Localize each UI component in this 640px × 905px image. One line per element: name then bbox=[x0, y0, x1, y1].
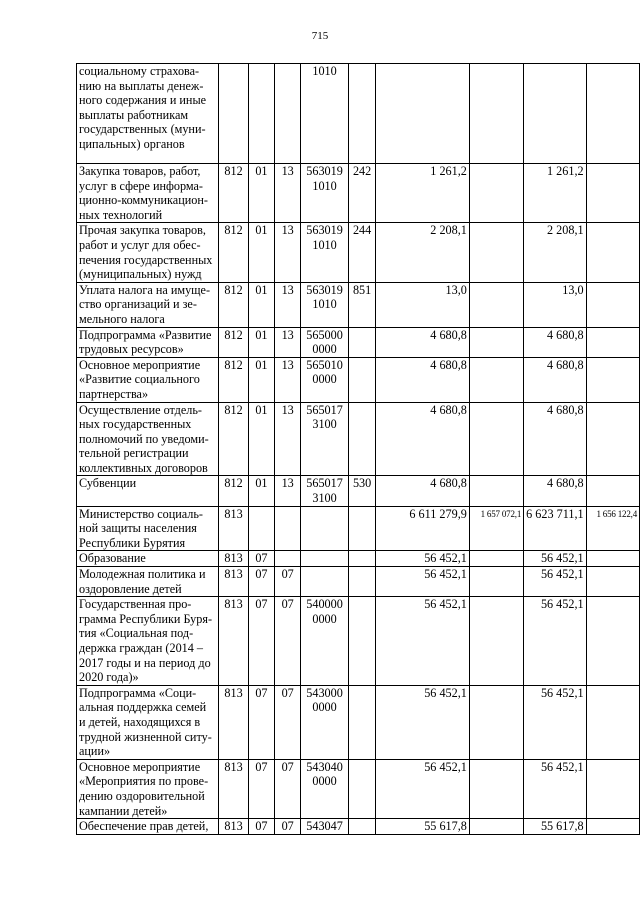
table-row bbox=[77, 597, 640, 686]
cell-amount-2: 1 261,2 bbox=[524, 164, 586, 223]
cell-name: Образование bbox=[77, 551, 219, 567]
cell-amount-2: 13,0 bbox=[524, 282, 586, 327]
cell-subvention-1 bbox=[469, 476, 523, 506]
cell-section-code: 01 bbox=[248, 357, 274, 402]
cell-admin-code: 812 bbox=[219, 327, 248, 357]
cell-target-code: 543047 bbox=[301, 819, 349, 835]
cell-admin-code: 813 bbox=[219, 567, 248, 597]
cell-amount-2: 4 680,8 bbox=[524, 402, 586, 476]
table-row bbox=[77, 223, 640, 282]
cell-section-code: 07 bbox=[248, 551, 274, 567]
cell-admin-code: 812 bbox=[219, 282, 248, 327]
cell-subvention-2 bbox=[586, 164, 639, 223]
cell-amount-1: 56 452,1 bbox=[376, 551, 469, 567]
cell-amount-1: 6 611 279,9 bbox=[376, 506, 469, 551]
cell-subsection-code: 07 bbox=[275, 597, 301, 686]
cell-admin-code: 812 bbox=[219, 357, 248, 402]
cell-subvention-2 bbox=[586, 327, 639, 357]
cell-subvention-1 bbox=[469, 819, 523, 835]
cell-subvention-2 bbox=[586, 597, 639, 686]
cell-amount-2: 56 452,1 bbox=[524, 551, 586, 567]
table-row bbox=[77, 685, 640, 759]
cell-target-code: 563019 1010 bbox=[301, 223, 349, 282]
cell-subvention-1 bbox=[469, 164, 523, 223]
cell-section-code: 01 bbox=[248, 476, 274, 506]
cell-subvention-2 bbox=[586, 551, 639, 567]
cell-amount-2: 56 452,1 bbox=[524, 685, 586, 759]
cell-amount-2: 56 452,1 bbox=[524, 567, 586, 597]
cell-target-code: 565010 0000 bbox=[301, 357, 349, 402]
cell-subvention-2 bbox=[586, 223, 639, 282]
page-number: 715 bbox=[311, 30, 329, 42]
cell-name: Основное мероприятие «Мероприятия по прове- дению оздоровительной кампании детей» bbox=[77, 759, 219, 818]
cell-amount-2: 4 680,8 bbox=[524, 357, 586, 402]
cell-subsection-code: 07 bbox=[275, 759, 301, 818]
cell-amount-1: 56 452,1 bbox=[376, 759, 469, 818]
cell-subvention-1 bbox=[469, 597, 523, 686]
cell-amount-1: 4 680,8 bbox=[376, 476, 469, 506]
table-row bbox=[77, 506, 640, 551]
cell-expense-type bbox=[348, 64, 376, 164]
cell-subvention-2 bbox=[586, 819, 639, 835]
cell-admin-code: 813 bbox=[219, 685, 248, 759]
cell-target-code: 565000 0000 bbox=[301, 327, 349, 357]
cell-target-code: 563019 1010 bbox=[301, 282, 349, 327]
cell-subvention-1 bbox=[469, 223, 523, 282]
cell-expense-type bbox=[348, 357, 376, 402]
table-row bbox=[77, 327, 640, 357]
cell-subvention-1 bbox=[469, 759, 523, 818]
cell-name: Прочая закупка товаров, работ и услуг для обес- печения государственных (муниципальных) нужд bbox=[77, 223, 219, 282]
cell-admin-code: 812 bbox=[219, 476, 248, 506]
cell-amount-1: 56 452,1 bbox=[376, 567, 469, 597]
cell-target-code: 563019 1010 bbox=[301, 164, 349, 223]
cell-subvention-1 bbox=[469, 551, 523, 567]
cell-subsection-code: 13 bbox=[275, 327, 301, 357]
cell-subsection-code bbox=[275, 551, 301, 567]
cell-expense-type: 530 bbox=[348, 476, 376, 506]
cell-amount-1: 4 680,8 bbox=[376, 327, 469, 357]
cell-name: Молодежная политика и оздоровление детей bbox=[77, 567, 219, 597]
cell-name: Подпрограмма «Развитие трудовых ресурсов» bbox=[77, 327, 219, 357]
cell-subvention-1 bbox=[469, 402, 523, 476]
cell-section-code: 01 bbox=[248, 223, 274, 282]
cell-subvention-2 bbox=[586, 685, 639, 759]
cell-subvention-2 bbox=[586, 476, 639, 506]
cell-amount-1: 4 680,8 bbox=[376, 402, 469, 476]
cell-amount-1 bbox=[376, 64, 469, 164]
cell-subsection-code bbox=[275, 506, 301, 551]
cell-subsection-code: 13 bbox=[275, 476, 301, 506]
table-row bbox=[77, 476, 640, 506]
cell-section-code: 07 bbox=[248, 759, 274, 818]
cell-expense-type bbox=[348, 685, 376, 759]
cell-subsection-code: 13 bbox=[275, 282, 301, 327]
table-row bbox=[77, 357, 640, 402]
cell-amount-1: 4 680,8 bbox=[376, 357, 469, 402]
cell-target-code: 540000 0000 bbox=[301, 597, 349, 686]
cell-target-code bbox=[301, 506, 349, 551]
cell-name: Обеспечение прав детей, bbox=[77, 819, 219, 835]
cell-subvention-2 bbox=[586, 567, 639, 597]
cell-section-code: 01 bbox=[248, 402, 274, 476]
table-row bbox=[77, 551, 640, 567]
cell-subvention-2 bbox=[586, 759, 639, 818]
cell-section-code: 07 bbox=[248, 597, 274, 686]
cell-subvention-1 bbox=[469, 64, 523, 164]
cell-subsection-code: 13 bbox=[275, 357, 301, 402]
cell-expense-type bbox=[348, 819, 376, 835]
cell-subsection-code: 13 bbox=[275, 402, 301, 476]
cell-subvention-2 bbox=[586, 64, 639, 164]
cell-amount-1: 56 452,1 bbox=[376, 685, 469, 759]
table-row bbox=[77, 64, 640, 164]
table-row bbox=[77, 164, 640, 223]
cell-admin-code: 813 bbox=[219, 819, 248, 835]
table-row bbox=[77, 282, 640, 327]
cell-subvention-1 bbox=[469, 327, 523, 357]
cell-amount-2: 2 208,1 bbox=[524, 223, 586, 282]
cell-name: Уплата налога на имуще- ство организаций и зе- мельного налога bbox=[77, 282, 219, 327]
cell-subsection-code: 07 bbox=[275, 685, 301, 759]
cell-expense-type bbox=[348, 551, 376, 567]
cell-target-code: 565017 3100 bbox=[301, 476, 349, 506]
cell-subvention-2 bbox=[586, 357, 639, 402]
cell-subvention-1 bbox=[469, 685, 523, 759]
cell-target-code: 1010 bbox=[301, 64, 349, 164]
cell-admin-code bbox=[219, 64, 248, 164]
cell-subvention-2 bbox=[586, 282, 639, 327]
table-row bbox=[77, 567, 640, 597]
budget-table bbox=[76, 63, 640, 835]
table-row bbox=[77, 819, 640, 835]
cell-subsection-code: 07 bbox=[275, 819, 301, 835]
cell-subsection-code: 07 bbox=[275, 567, 301, 597]
cell-name: Министерство социаль- ной защиты населения Республики Бурятия bbox=[77, 506, 219, 551]
table-body bbox=[77, 64, 640, 835]
cell-target-code bbox=[301, 551, 349, 567]
cell-section-code: 01 bbox=[248, 282, 274, 327]
cell-subvention-1 bbox=[469, 357, 523, 402]
cell-expense-type bbox=[348, 402, 376, 476]
cell-expense-type bbox=[348, 506, 376, 551]
cell-name: Осуществление отдель- ных государственных полномочий по уведоми- тельной регистрации коллективных договоров bbox=[77, 402, 219, 476]
cell-admin-code: 812 bbox=[219, 223, 248, 282]
cell-name: Подпрограмма «Соци- альная поддержка семей и детей, находящихся в трудной жизненной ситу- ации» bbox=[77, 685, 219, 759]
cell-subvention-1 bbox=[469, 282, 523, 327]
cell-name: Государственная про- грамма Республики Буря- тия «Социальная под- держка граждан (2014 – 2017 годы и на период до 2020 года)» bbox=[77, 597, 219, 686]
cell-subvention-2 bbox=[586, 402, 639, 476]
cell-amount-2: 56 452,1 bbox=[524, 597, 586, 686]
cell-amount-2: 55 617,8 bbox=[524, 819, 586, 835]
cell-target-code: 543000 0000 bbox=[301, 685, 349, 759]
cell-section-code bbox=[248, 506, 274, 551]
cell-subsection-code: 13 bbox=[275, 223, 301, 282]
cell-amount-1: 13,0 bbox=[376, 282, 469, 327]
cell-amount-1: 1 261,2 bbox=[376, 164, 469, 223]
cell-admin-code: 813 bbox=[219, 506, 248, 551]
cell-expense-type: 244 bbox=[348, 223, 376, 282]
cell-amount-1: 55 617,8 bbox=[376, 819, 469, 835]
cell-admin-code: 812 bbox=[219, 164, 248, 223]
cell-expense-type bbox=[348, 759, 376, 818]
cell-admin-code: 813 bbox=[219, 759, 248, 818]
cell-admin-code: 812 bbox=[219, 402, 248, 476]
cell-admin-code: 813 bbox=[219, 551, 248, 567]
cell-amount-2: 56 452,1 bbox=[524, 759, 586, 818]
cell-expense-type: 242 bbox=[348, 164, 376, 223]
cell-subvention-1: 1 657 072,1 bbox=[469, 506, 523, 551]
cell-amount-2: 4 680,8 bbox=[524, 327, 586, 357]
cell-expense-type bbox=[348, 327, 376, 357]
cell-subsection-code: 13 bbox=[275, 164, 301, 223]
cell-section-code bbox=[248, 64, 274, 164]
cell-target-code bbox=[301, 567, 349, 597]
cell-section-code: 01 bbox=[248, 164, 274, 223]
table-row bbox=[77, 759, 640, 818]
cell-name: Закупка товаров, работ, услуг в сфере информа- ционно-коммуникацион- ных технологий bbox=[77, 164, 219, 223]
cell-target-code: 565017 3100 bbox=[301, 402, 349, 476]
cell-name: Основное мероприятие «Развитие социального партнерства» bbox=[77, 357, 219, 402]
table-row bbox=[77, 402, 640, 476]
cell-name: Субвенции bbox=[77, 476, 219, 506]
cell-section-code: 07 bbox=[248, 685, 274, 759]
cell-amount-1: 2 208,1 bbox=[376, 223, 469, 282]
cell-expense-type: 851 bbox=[348, 282, 376, 327]
cell-amount-2: 6 623 711,1 bbox=[524, 506, 586, 551]
cell-expense-type bbox=[348, 597, 376, 686]
cell-section-code: 07 bbox=[248, 819, 274, 835]
cell-name: социальному страхова- нию на выплаты денеж- ного содержания и иные выплаты работникам государственных (муни- ципальных) органов bbox=[77, 64, 219, 164]
cell-subvention-1 bbox=[469, 567, 523, 597]
cell-amount-1: 56 452,1 bbox=[376, 597, 469, 686]
cell-admin-code: 813 bbox=[219, 597, 248, 686]
cell-section-code: 07 bbox=[248, 567, 274, 597]
cell-target-code: 543040 0000 bbox=[301, 759, 349, 818]
cell-subsection-code bbox=[275, 64, 301, 164]
cell-amount-2 bbox=[524, 64, 586, 164]
cell-section-code: 01 bbox=[248, 327, 274, 357]
cell-expense-type bbox=[348, 567, 376, 597]
cell-amount-2: 4 680,8 bbox=[524, 476, 586, 506]
cell-subvention-2: 1 656 122,4 bbox=[586, 506, 639, 551]
